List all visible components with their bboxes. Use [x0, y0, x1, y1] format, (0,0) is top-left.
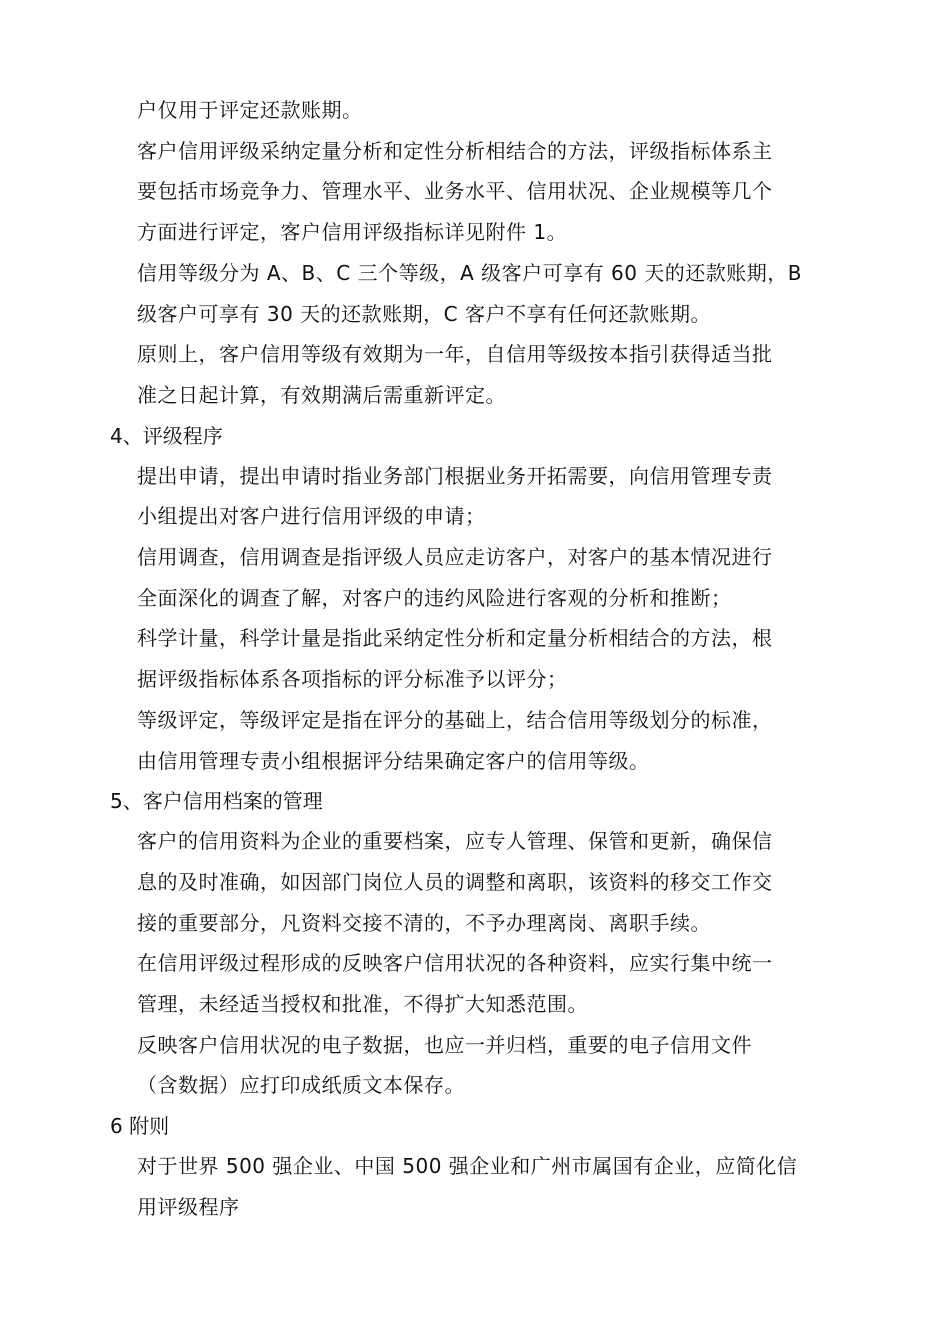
paragraph — [110, 700, 840, 781]
paragraph-line: 客户的信用资料为企业的重要档案，应专人管理、保管和更新，确保信 — [137, 829, 773, 854]
heading-text: 5、客户信用档案的管理 — [110, 789, 323, 814]
paragraph — [110, 131, 840, 253]
paragraph — [110, 253, 840, 334]
paragraph-line: 提出申请，提出申请时指业务部门根据业务开拓需要，向信用管理专责 — [137, 463, 773, 488]
paragraph-line: 客户信用评级采纳定量分析和定性分析相结合的方法，评级指标体系主 — [137, 138, 773, 163]
paragraph-line: 用评级程序 — [137, 1194, 240, 1219]
paragraph — [110, 537, 840, 618]
document-body — [110, 90, 840, 1228]
paragraph — [110, 1146, 840, 1227]
paragraph-line: 科学计量，科学计量是指此采纳定性分析和定量分析相结合的方法，根 — [137, 626, 773, 651]
paragraph — [110, 334, 840, 415]
paragraph-line: 在信用评级过程形成的反映客户信用状况的各种资料，应实行集中统一 — [137, 951, 773, 976]
paragraph-line: （含数据）应打印成纸质文本保存。 — [137, 1073, 465, 1098]
paragraph-line: 反映客户信用状况的电子数据，也应一并归档，重要的电子信用文件 — [137, 1032, 752, 1057]
paragraph-line: 小组提出对客户进行信用评级的申请； — [137, 504, 486, 529]
paragraph — [110, 943, 840, 1024]
paragraph — [110, 618, 840, 699]
paragraph-line: 息的及时准确，如因部门岗位人员的调整和离职，该资料的移交工作交 — [137, 869, 773, 894]
paragraph — [110, 821, 840, 943]
paragraph — [110, 90, 840, 131]
paragraph-line: 对于世界 500 强企业、中国 500 强企业和广州市属国有企业，应简化信 — [137, 1154, 798, 1179]
paragraph — [110, 456, 840, 537]
paragraph — [110, 1025, 840, 1106]
paragraph-line: 信用等级分为 A、B、C 三个等级，A 级客户可享有 60 天的还款账期，B — [137, 260, 803, 285]
section-heading — [110, 1106, 840, 1146]
paragraph-line: 级客户可享有 30 天的还款账期，C 客户不享有任何还款账期。 — [137, 301, 711, 326]
paragraph-line: 信用调查，信用调查是指评级人员应走访客户，对客户的基本情况进行 — [137, 545, 773, 570]
paragraph-line: 方面进行评定，客户信用评级指标详见附件 1。 — [137, 220, 568, 245]
paragraph-line: 全面深化的调查了解，对客户的违约风险进行客观的分析和推断； — [137, 585, 732, 610]
paragraph-line: 要包括市场竞争力、管理水平、业务水平、信用状况、企业规模等几个 — [137, 179, 773, 204]
paragraph-line: 由信用管理专责小组根据评分结果确定客户的信用等级。 — [137, 748, 650, 773]
paragraph-line: 原则上，客户信用等级有效期为一年，自信用等级按本指引获得适当批 — [137, 342, 773, 367]
paragraph-line: 据评级指标体系各项指标的评分标准予以评分； — [137, 667, 568, 692]
paragraph-line: 管理，未经适当授权和批准，不得扩大知悉范围。 — [137, 992, 588, 1017]
section-heading — [110, 416, 840, 456]
heading-text: 4、评级程序 — [110, 423, 223, 448]
paragraph-line: 等级评定，等级评定是指在评分的基础上，结合信用等级划分的标准， — [137, 707, 773, 732]
paragraph-line: 接的重要部分，凡资料交接不清的，不予办理离岗、离职手续。 — [137, 910, 711, 935]
paragraph-line: 准之日起计算，有效期满后需重新评定。 — [137, 382, 506, 407]
heading-text: 6 附则 — [110, 1114, 170, 1139]
paragraph-line: 户仅用于评定还款账期。 — [137, 98, 363, 122]
section-heading — [110, 781, 840, 821]
